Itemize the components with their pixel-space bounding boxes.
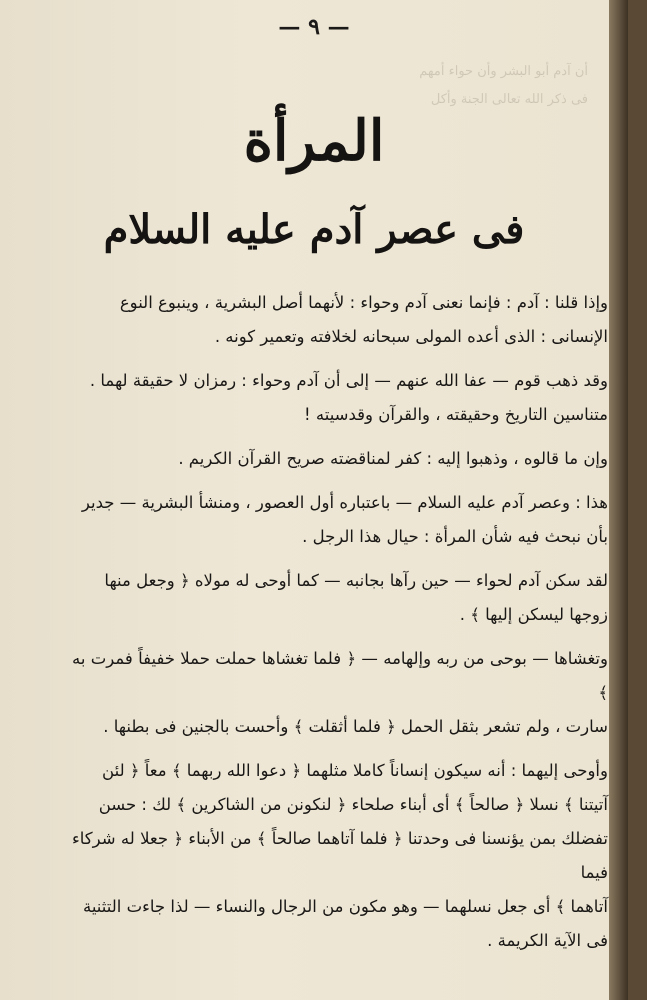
text-line: تفضلك بمن يؤنسنا فى وحدتنا ﴿ فلما آتاهما صالحاً ﴾ من الأبناء ﴿ جعلا له شركاء فيما bbox=[72, 829, 608, 882]
text-line: الإنسانى : الذى أعده المولى سبحانه لخلافته وتعمير كونه . bbox=[214, 327, 608, 346]
text-line: فى الآية الكريمة . bbox=[487, 931, 608, 950]
paragraph bbox=[72, 442, 608, 476]
text-line: وقد ذهب قوم — عفا الله عنهم — إلى أن آدم وحواء : رمزان لا حقيقة لهما . bbox=[89, 371, 608, 390]
chapter-subtitle: فى عصر آدم عليه السلام bbox=[103, 206, 525, 253]
text-line: وأوحى إليهما : أنه سيكون إنساناً كاملا مثلهما ﴿ دعوا الله ربهما ﴾ معاً ﴿ لئن bbox=[102, 761, 608, 780]
page-number: — ٩ — bbox=[278, 14, 350, 40]
bleed-through-text: أن آدم أبو البشر وأن حواء أمهم bbox=[419, 64, 588, 79]
text-line: هذا : وعصر آدم عليه السلام — باعتباره أول العصور ، ومنشأ البشرية — جدير bbox=[81, 493, 608, 512]
paragraph bbox=[72, 286, 608, 354]
paragraph bbox=[72, 642, 608, 744]
text-line: بأن نبحث فيه شأن المرأة : حيال هذا الرجل . bbox=[302, 527, 608, 546]
paragraph bbox=[72, 564, 608, 632]
text-line: آتيتنا ﴾ نسلا ﴿ صالحاً ﴾ أى أبناء صلحاء ﴿ لنكونن من الشاكرين ﴾ لك : حسن bbox=[98, 795, 608, 814]
text-line: وتغشاها — بوحى من ربه وإلهامه — ﴿ فلما تغشاها حملت حملا خفيفاً فمرت به ﴾ bbox=[72, 649, 608, 702]
text-line: لقد سكن آدم لحواء — حين رآها بجانبه — كما أوحى له مولاه ﴿ وجعل منها bbox=[104, 571, 608, 590]
text-line: آتاهما ﴾ أى جعل نسلهما — وهو مكون من الرجال والنساء — لذا جاءت التثنية bbox=[82, 897, 608, 916]
text-line: زوجها ليسكن إليها ﴾ . bbox=[459, 605, 608, 624]
paragraph bbox=[72, 754, 608, 958]
paragraph bbox=[72, 364, 608, 432]
text-line: متناسين التاريخ وحقيقته ، والقرآن وقدسيته ! bbox=[304, 405, 608, 424]
text-line: وإن ما قالوه ، وذهبوا إليه : كفر لمناقضته صريح القرآن الكريم . bbox=[178, 449, 608, 468]
text-line: وإذا قلنا : آدم : فإنما نعنى آدم وحواء : لأنهما أصل البشرية ، وينبوع النوع bbox=[119, 293, 608, 312]
text-line: سارت ، ولم تشعر بثقل الحمل ﴿ فلما أثقلت ﴾ وأحست بالجنين فى بطنها . bbox=[103, 717, 608, 736]
chapter-title: المرأة bbox=[243, 108, 385, 174]
paragraph bbox=[72, 486, 608, 554]
body-text bbox=[72, 286, 608, 968]
bleed-through-text: فى ذكر الله تعالى الجنة وأكل bbox=[430, 92, 588, 107]
